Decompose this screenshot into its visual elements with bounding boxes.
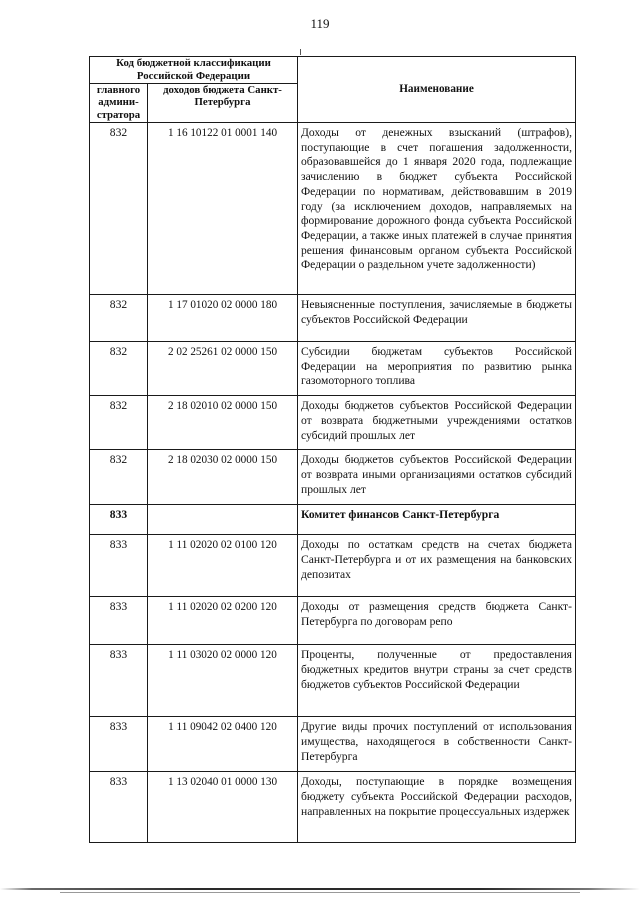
admin-code-cell: 832 [90,396,148,450]
header-name: Наименование [298,57,576,123]
income-code-cell: 1 11 03020 02 0000 120 [148,645,298,717]
admin-code-cell: 832 [90,294,148,341]
table-row [90,294,576,341]
table-row [90,597,576,645]
table-row [90,772,576,843]
table-row [90,122,576,294]
scan-tick-mark [300,49,301,55]
income-code-cell: 1 11 02020 02 0200 120 [148,597,298,645]
admin-code-cell: 833 [90,645,148,717]
table-row [90,450,576,505]
admin-code-cell: 833 [90,597,148,645]
income-name-cell: Доходы от размещения средств бюджета Санкт-Петербурга по договорам репо [298,597,576,645]
table-row [90,396,576,450]
income-code-cell: 2 18 02030 02 0000 150 [148,450,298,505]
income-name-cell: Проценты, полученные от предоставления бюджетных кредитов внутри страны за счет средств бюджетов субъектов Российской Федерации [298,645,576,717]
income-name-cell: Доходы от денежных взысканий (штрафов), поступающие в счет погашения задолженности, образовавшейся до 1 января 2020 года, подлежащие зачислению в бюджет субъекта Российской Федерации по нормативам, действовавшим в 2019 году (за исключением доходов, направляемых на формирование дорожного фонда субъекта Российской Федерации, а также иных платежей в случае принятия решения финансовым органом субъекта Российской Федерации о раздельном учете задолженности) [298,122,576,294]
header-income-code: доходов бюджета Санкт-Петербурга [148,83,298,122]
page-number: 119 [310,16,330,31]
income-name-cell: Доходы бюджетов субъектов Российской Федерации от возврата иными организациями остатков субсидий прошлых лет [298,450,576,505]
page-bottom-line [0,888,640,890]
admin-code-cell: 833 [90,505,148,535]
income-name-cell: Субсидии бюджетам субъектов Российской Федерации на мероприятия по развитию рынка газомоторного топлива [298,341,576,395]
table-row [90,645,576,717]
income-code-cell [148,505,298,535]
income-code-cell: 2 02 25261 02 0000 150 [148,341,298,395]
page-bottom-line-faint [60,892,580,893]
admin-code-cell: 832 [90,341,148,395]
income-code-cell: 1 11 02020 02 0100 120 [148,535,298,597]
admin-code-cell: 832 [90,450,148,505]
table-body [90,122,576,842]
income-name-cell: Доходы, поступающие в порядке возмещения бюджету субъекта Российской Федерации расходов, направленных на покрытие процессуальных издержек [298,772,576,843]
budget-classification-table [89,56,576,843]
header-admin: главного админи-стратора [90,83,148,122]
income-code-cell: 2 18 02010 02 0000 150 [148,396,298,450]
income-name-cell: Доходы бюджетов субъектов Российской Федерации от возврата бюджетными учреждениями остатков субсидий прошлых лет [298,396,576,450]
income-code-cell: 1 13 02040 01 0000 130 [148,772,298,843]
income-name-cell: Невыясненные поступления, зачисляемые в бюджеты субъектов Российской Федерации [298,294,576,341]
income-code-cell: 1 17 01020 02 0000 180 [148,294,298,341]
admin-code-cell: 833 [90,772,148,843]
income-code-cell: 1 11 09042 02 0400 120 [148,717,298,772]
income-name-cell: Доходы по остаткам средств на счетах бюджета Санкт-Петербурга и от их размещения на банковских депозитах [298,535,576,597]
income-code-cell: 1 16 10122 01 0001 140 [148,122,298,294]
header-classification-group: Код бюджетной классификации Российской Федерации [90,57,298,84]
income-name-cell: Другие виды прочих поступлений от использования имущества, находящегося в собственности Санкт-Петербурга [298,717,576,772]
table-row [90,717,576,772]
table-row [90,341,576,395]
admin-code-cell: 833 [90,717,148,772]
admin-code-cell: 833 [90,535,148,597]
header-row-top [90,57,576,84]
admin-code-cell: 832 [90,122,148,294]
section-title-cell: Комитет финансов Санкт-Петербурга [298,505,576,535]
section-row [90,505,576,535]
table-row [90,535,576,597]
